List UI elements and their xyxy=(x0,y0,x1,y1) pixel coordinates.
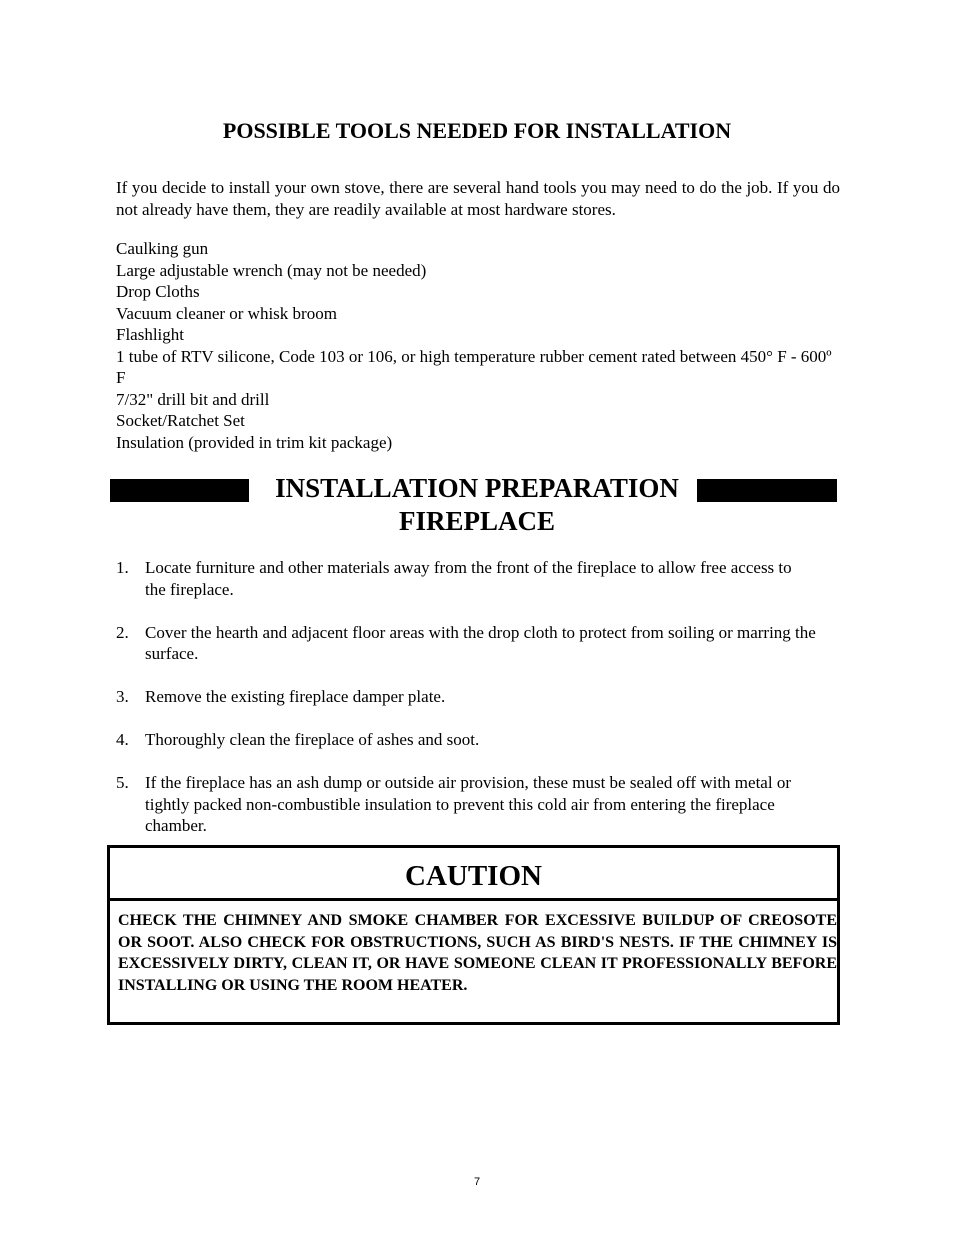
caution-text: CHECK THE CHIMNEY AND SMOKE CHAMBER FOR EXCESSIVE BUILDUP OF CREOSOTE OR SOOT. ALSO CHECK FOR OBSTRUCTIONS, SUCH AS BIRD'S NESTS. IF THE CHIMNEY IS EXCESSIVELY DIRTY, CLEAN IT, OR HAVE SOMEONE CLEAN IT PROFESSIONALLY BEFORE INSTALLING OR USING THE ROOM HEATER. xyxy=(118,912,837,994)
step-item xyxy=(116,622,816,665)
preparation-title-line1: INSTALLATION PREPARATION xyxy=(275,473,679,503)
caution-heading: CAUTION xyxy=(110,848,837,901)
tools-intro-paragraph: If you decide to install your own stove, there are several hand tools you may need to do the job. If you do not already have them, they are readily available at most hardware stores. xyxy=(116,178,840,219)
tool-item: Insulation (provided in trim kit package) xyxy=(116,432,393,452)
step-item xyxy=(116,729,816,751)
step-text: Locate furniture and other materials away from the front of the fireplace to allow free access to the fireplace. xyxy=(145,558,792,599)
tool-item: Caulking gun xyxy=(116,239,209,258)
tools-section-title: POSSIBLE TOOLS NEEDED FOR INSTALLATION xyxy=(222,118,732,143)
step-text: Cover the hearth and adjacent floor areas with the drop cloth to protect from soiling or marring the surface. xyxy=(145,622,816,663)
tool-item: Flashlight xyxy=(116,325,185,344)
tools-list xyxy=(116,238,840,453)
step-number: 5. xyxy=(116,773,129,792)
step-item xyxy=(116,686,816,708)
tool-item: 1 tube of RTV silicone, Code 103 or 106, or high temperature rubber cement rated between 450° F - 600º F xyxy=(116,346,832,387)
page-number: 7 xyxy=(473,1176,481,1188)
tool-item: 7/32" drill bit and drill xyxy=(116,389,270,409)
step-text: If the fireplace has an ash dump or outside air provision, these must be sealed off with metal or tightly packed non-combustible insulation to prevent this cold air from entering the fireplace chamber. xyxy=(145,773,791,835)
step-number: 4. xyxy=(116,730,129,749)
step-text: Remove the existing fireplace damper plate. xyxy=(145,687,446,706)
tool-item: Drop Cloths xyxy=(116,282,200,301)
step-number: 2. xyxy=(116,622,129,642)
preparation-section-title xyxy=(0,472,954,538)
caution-box xyxy=(107,845,840,1025)
step-number: 1. xyxy=(116,558,129,577)
preparation-steps-list xyxy=(116,557,816,858)
preparation-title-line2: FIREPLACE xyxy=(398,506,555,536)
step-item xyxy=(116,557,816,600)
tool-item: Socket/Ratchet Set xyxy=(116,411,245,430)
step-number: 3. xyxy=(116,687,129,706)
tool-item: Large adjustable wrench (may not be needed) xyxy=(116,260,427,280)
step-item xyxy=(116,772,816,837)
tool-item: Vacuum cleaner or whisk broom xyxy=(116,303,337,323)
step-text: Thoroughly clean the fireplace of ashes and soot. xyxy=(145,730,480,749)
